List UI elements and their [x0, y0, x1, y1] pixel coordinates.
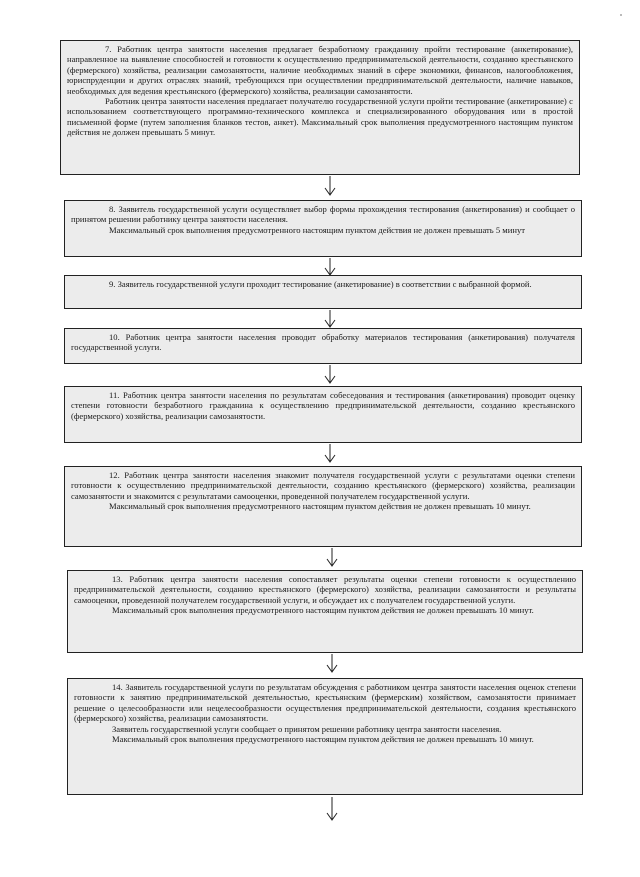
down-arrow-icon	[323, 310, 337, 330]
down-arrow-icon	[325, 548, 339, 568]
step-10-box	[64, 328, 582, 364]
step-7-text: 7. Работник центра занятости населения предлагает безработному гражданину пройти тестирование (анкетирование), направленное на выявление способностей и готовности к осуществлению предпринимательской деятельности, созданию крестьянского (фермерского) хозяйства, реализации самозанятости, наличие необходимых знаний в сфере экономики, финансов, налогообложения, юриспруденции и других отраслях знаний, требующихся при осуществлении предпринимательской деятельности, наличие навыков, необходимых для ведения крестьянского (фермерского) хозяйства, реализации самозанятости.	[67, 44, 573, 96]
step-11-text: 11. Работник центра занятости населения по результатам собеседования и тестирования (анкетирования) проводит оценку степени готовности безработного гражданина к осуществлению предпринимательской деятельности, созданию крестьянского (фермерского) хозяйства, реализации самозанятости.	[71, 390, 575, 421]
step-8-text: 8. Заявитель государственной услуги осуществляет выбор формы прохождения тестирования (анкетирования) и сообщает о принятом решении работнику центра занятости населения.	[71, 204, 575, 225]
step-14-time-note: Максимальный срок выполнения предусмотренного настоящим пунктом действия не должен превышать 10 минут.	[112, 734, 534, 745]
step-11-box	[64, 386, 582, 443]
step-7-box	[60, 40, 580, 175]
step-12-time-note: Максимальный срок выполнения предусмотренного настоящим пунктом действия не должен превышать 10 минут.	[109, 501, 531, 512]
step-9-box	[64, 275, 582, 309]
down-arrow-icon	[323, 444, 337, 464]
step-10-text: 10. Работник центра занятости населения проводит обработку материалов тестирования (анкетирования) получателя государственной услуги.	[71, 332, 575, 353]
step-13-time-note: Максимальный срок выполнения предусмотренного настоящим пунктом действия не должен превышать 10 минут.	[112, 605, 534, 616]
step-12-text: 12. Работник центра занятости населения знакомит получателя государственной услуги с результатами оценки степени готовности к осуществлению предпринимательской деятельности, созданию крестьянского (фермерского) хозяйства, реализации самозанятости и знакомится с результатами самооценки, проведенной получателем государственной услуги.	[71, 470, 575, 501]
step-8-box	[64, 200, 582, 257]
step-14-text: 14. Заявитель государственной услуги по результатам обсуждения с работником центра занятости населения оценок степени готовности к занятию предпринимательской деятельностью, крестьянским (фермерским) хозяйством, самозанятости принимает решение о целесообразности или нецелесообразности осуществления предпринимательской деятельности, создания крестьянского (фермерского) хозяйства, реализации самозанятости.	[74, 682, 576, 724]
down-arrow-icon	[325, 654, 339, 674]
down-arrow-icon	[325, 797, 339, 817]
down-arrow-icon	[323, 176, 337, 196]
step-14-box	[67, 678, 583, 795]
step-9-text: 9. Заявитель государственной услуги проходит тестирование (анкетирование) в соответствии с выбранной формой.	[109, 279, 532, 289]
step-7-time-note: Работник центра занятости населения предлагает получателю государственной услуги пройти тестирование (анкетирование) с использованием соответствующего программно-технического комплекса и специализированного оборудования или в простой письменной форме (путем заполнения бланков тестов, анкет). Максимальный срок выполнения предусмотренного настоящим пунктом действия не должен превышать 5 минут.	[67, 96, 573, 138]
step-14-report-note: Заявитель государственной услуги сообщает о принятом решении работнику центра занятости населения.	[112, 723, 502, 734]
step-8-time-note: Максимальный срок выполнения предусмотренного настоящим пунктом действия не должен превышать 5 минут	[109, 224, 525, 235]
step-13-text: 13. Работник центра занятости населения сопоставляет результаты оценки степени готовности к осуществлению предпринимательской деятельности, созданию крестьянского (фермерского) хозяйства, реализации самозанятости и результаты самооценки, проведенной получателем государственной услуги, и обсуждает их с получателем государственной услуги.	[74, 574, 576, 605]
step-13-box	[67, 570, 583, 653]
down-arrow-icon	[323, 365, 337, 385]
scan-speck	[620, 14, 622, 16]
step-12-box	[64, 466, 582, 547]
